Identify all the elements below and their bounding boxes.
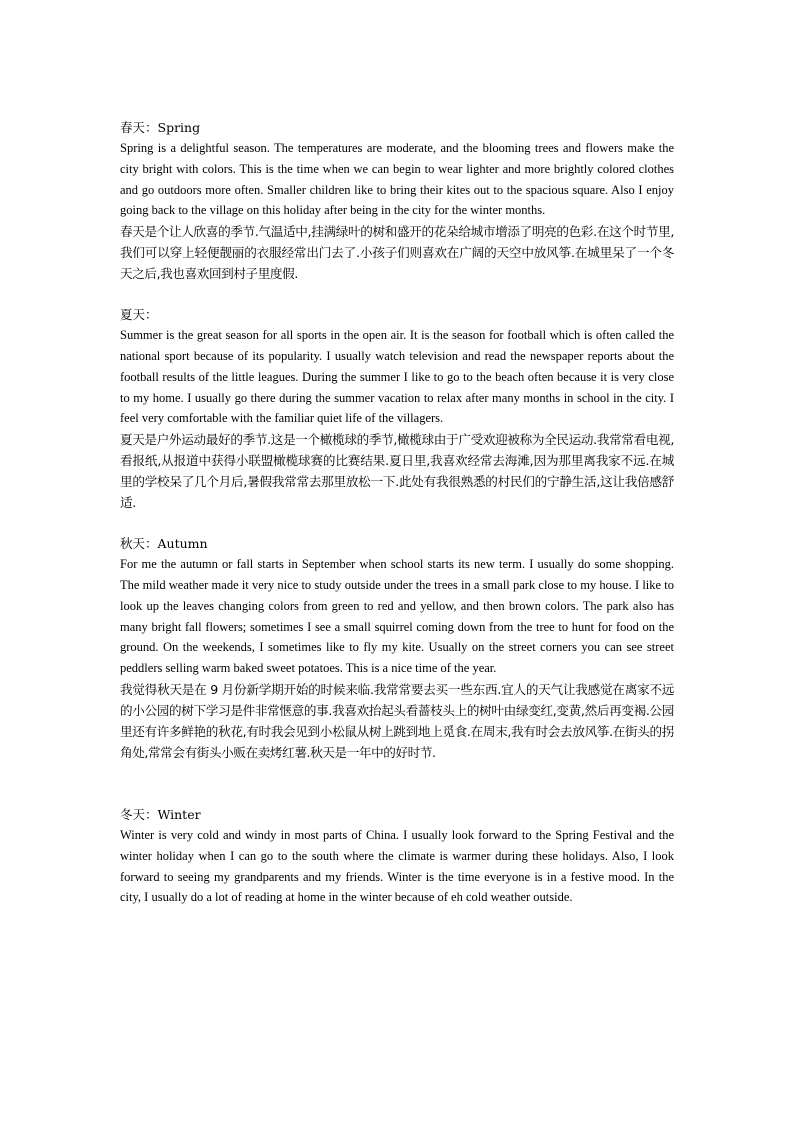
section-spacer bbox=[120, 284, 674, 305]
section-spring bbox=[120, 118, 674, 284]
section-heading-winter: 冬天：Winter bbox=[120, 806, 201, 822]
chinese-paragraph-summer: 夏天是户外运动最好的季节.这是一个橄榄球的季节,橄榄球由于广受欢迎被称为全民运动.我常常看电视,看报纸,从报道中获得小联盟橄榄球赛的比赛结果.夏日里,我喜欢经常去海滩,因为那里离我家不远.在城里的学校呆了几个月后,暑假我常常去那里放松一下.此处有我很熟悉的村民们的宁静生活,这让我倍感舒适. bbox=[120, 432, 674, 511]
section-summer bbox=[120, 305, 674, 513]
english-paragraph-autumn: For me the autumn or fall starts in September when school starts its new term. I usually do some shopping. The mild weather made it very nice to study outside under the trees in a small park close to my house. I like to look up the leaves changing colors from green to red and yellow, and then brown colors. The park also has many bright fall flowers; sometimes I see a small squirrel coming down from the tree to hunt for food on the ground. On the weekends, I sometimes like to fly my kite. Usually on the street corners you can see street peddlers selling warm baked sweet potatoes. This is a nice time of the year. bbox=[120, 557, 674, 676]
section-autumn bbox=[120, 534, 674, 763]
english-paragraph-spring: Spring is a delightful season. The temperatures are moderate, and the blooming trees and flowers make the city bright with colors. This is the time when we can begin to wear lighter and more brightly colored clothes and go outdoors more often. Smaller children like to bring their kites out to the spacious square. Also I enjoy going back to the village on this holiday after being in the city for the winter months. bbox=[120, 141, 674, 218]
document-page bbox=[120, 118, 674, 908]
section-spacer bbox=[120, 763, 674, 805]
chinese-paragraph-spring: 春天是个让人欣喜的季节.气温适中,挂满绿叶的树和盛开的花朵给城市增添了明亮的色彩.在这个时节里,我们可以穿上轻便靓丽的衣服经常出门去了.小孩子们则喜欢在广阔的天空中放风筝.在城里呆了一个冬天之后,我也喜欢回到村子里度假. bbox=[120, 224, 674, 282]
section-heading-spring: 春天：Spring bbox=[120, 120, 201, 135]
section-heading-autumn: 秋天：Autumn bbox=[120, 536, 208, 552]
section-spacer bbox=[120, 513, 674, 534]
section-winter bbox=[120, 805, 674, 908]
english-paragraph-winter: Winter is very cold and windy in most parts of China. I usually look forward to the Spring Festival and the winter holiday when I can go to the south where the climate is warmer during these holidays. Also, I look forward to seeing my grandparents and my friends. Winter is the time everyone is in a festive mood. In the city, I usually do a lot of reading at home in the winter because of eh cold weather outside. bbox=[120, 827, 674, 905]
section-heading-summer: 夏天： bbox=[120, 307, 158, 323]
english-paragraph-summer: Summer is the great season for all sports in the open air. It is the season for football which is often called the national sport because of its popularity. I usually watch television and read the newspaper reports about the football results of the little leagues. During the summer I like to go to the beach often because it is very close to my home. I usually go there during the summer vacation to relax after many months in school in the city. I feel very comfortable with the familiar quiet life of the villagers. bbox=[120, 328, 674, 426]
chinese-paragraph-autumn: 我觉得秋天是在 9 月份新学期开始的时候来临.我常常要去买一些东西.宜人的天气让我感觉在离家不远的小公园的树下学习是件非常惬意的事.我喜欢抬起头看蔷枝头上的树叶由绿变红,变黄,然后再变褐.公园里还有许多鲜艳的秋花,有时我会见到小松鼠从树上跳到地上觅食.在周末,我有时会去放风筝.在街头的拐角处,常常会有街头小贩在卖烤红薯.秋天是一年中的好时节. bbox=[120, 681, 674, 760]
